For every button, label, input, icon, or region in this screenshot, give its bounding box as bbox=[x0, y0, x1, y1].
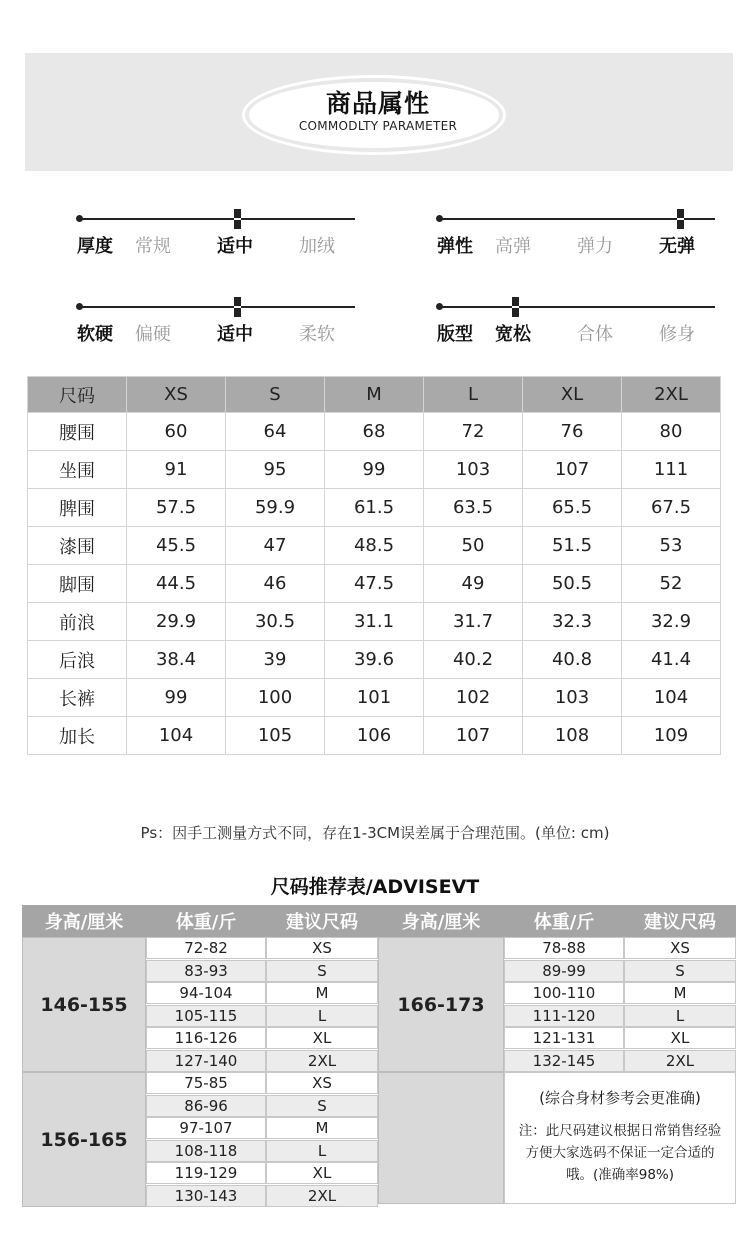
scale-marker bbox=[677, 209, 684, 229]
suggested-size-cell: 2XL bbox=[266, 1185, 378, 1207]
weight-cell: 105-115 bbox=[146, 1005, 266, 1027]
weight-cell: 111-120 bbox=[504, 1005, 624, 1027]
size-cell: 76 bbox=[523, 413, 622, 451]
recommend-title: 尺码推荐表/ADVISEVT bbox=[270, 876, 480, 898]
size-cell: 39 bbox=[226, 641, 325, 679]
size-cell: 60 bbox=[127, 413, 226, 451]
attribute-option: 高弹 bbox=[495, 236, 531, 257]
weight-cell: 100-110 bbox=[504, 982, 624, 1004]
size-cell: 50.5 bbox=[523, 565, 622, 603]
size-header-cell: S bbox=[226, 377, 325, 413]
attribute-scale bbox=[79, 206, 379, 256]
scale-start-dot bbox=[436, 303, 443, 310]
size-cell: 51.5 bbox=[523, 527, 622, 565]
size-cell: 107 bbox=[523, 451, 622, 489]
suggested-size-cell: M bbox=[624, 982, 736, 1004]
weight-cell: 130-143 bbox=[146, 1185, 266, 1207]
table-row bbox=[28, 603, 721, 641]
size-cell: 腰围 bbox=[28, 413, 127, 451]
recommend-header-cell: 建议尺码 bbox=[266, 905, 378, 937]
size-cell: 104 bbox=[622, 679, 721, 717]
size-cell: 101 bbox=[325, 679, 424, 717]
size-cell: 104 bbox=[127, 717, 226, 755]
size-cell: 67.5 bbox=[622, 489, 721, 527]
weight-cell: 132-145 bbox=[504, 1050, 624, 1072]
size-cell: 40.8 bbox=[523, 641, 622, 679]
recommend-header-cell: 建议尺码 bbox=[624, 905, 736, 937]
size-cell: 后浪 bbox=[28, 641, 127, 679]
weight-cell: 119-129 bbox=[146, 1162, 266, 1184]
size-cell: 漆围 bbox=[28, 527, 127, 565]
size-table-body bbox=[28, 413, 721, 755]
size-cell: 脚围 bbox=[28, 565, 127, 603]
suggested-size-cell: S bbox=[624, 960, 736, 982]
recommend-header-cell: 体重/斤 bbox=[146, 905, 266, 937]
size-header-cell: 2XL bbox=[622, 377, 721, 413]
suggested-size-cell: XL bbox=[266, 1027, 378, 1049]
height-group-cell: 166-173 bbox=[378, 937, 504, 1072]
recommend-note-title: (综合身材参考会更准确) bbox=[539, 1089, 701, 1107]
suggested-size-cell: 2XL bbox=[624, 1050, 736, 1072]
table-row bbox=[28, 413, 721, 451]
attribute-option: 弹力 bbox=[577, 236, 613, 257]
suggested-size-cell: L bbox=[624, 1005, 736, 1027]
attribute-option: 偏硬 bbox=[135, 324, 171, 345]
size-cell: 72 bbox=[424, 413, 523, 451]
suggested-size-cell: S bbox=[266, 1095, 378, 1117]
scale-start-dot bbox=[76, 215, 83, 222]
size-cell: 47.5 bbox=[325, 565, 424, 603]
size-cell: 32.9 bbox=[622, 603, 721, 641]
height-group-cell: 156-165 bbox=[22, 1072, 146, 1207]
size-cell: 50 bbox=[424, 527, 523, 565]
weight-cell: 72-82 bbox=[146, 937, 266, 959]
size-cell: 29.9 bbox=[127, 603, 226, 641]
suggested-size-cell: M bbox=[266, 982, 378, 1004]
size-cell: 108 bbox=[523, 717, 622, 755]
table-row bbox=[28, 451, 721, 489]
suggested-size-cell: L bbox=[266, 1140, 378, 1162]
suggested-size-cell: 2XL bbox=[266, 1050, 378, 1072]
size-table-header bbox=[28, 377, 721, 413]
weight-cell: 94-104 bbox=[146, 982, 266, 1004]
size-cell: 111 bbox=[622, 451, 721, 489]
size-cell: 31.1 bbox=[325, 603, 424, 641]
size-cell: 31.7 bbox=[424, 603, 523, 641]
scale-marker bbox=[512, 297, 519, 317]
size-cell: 30.5 bbox=[226, 603, 325, 641]
weight-cell: 75-85 bbox=[146, 1072, 266, 1094]
scale-marker bbox=[234, 297, 241, 317]
attribute-option: 合体 bbox=[577, 324, 613, 345]
attribute-name: 软硬 bbox=[77, 324, 113, 345]
size-cell: 80 bbox=[622, 413, 721, 451]
size-header-cell: XS bbox=[127, 377, 226, 413]
attribute-option: 常规 bbox=[135, 236, 171, 257]
attribute-name: 弹性 bbox=[437, 236, 473, 257]
attribute-option: 无弹 bbox=[659, 236, 695, 257]
size-cell: 65.5 bbox=[523, 489, 622, 527]
size-cell: 64 bbox=[226, 413, 325, 451]
recommend-header-cell: 身高/厘米 bbox=[378, 905, 504, 937]
size-cell: 57.5 bbox=[127, 489, 226, 527]
attribute-option: 修身 bbox=[659, 324, 695, 345]
weight-cell: 127-140 bbox=[146, 1050, 266, 1072]
size-cell: 40.2 bbox=[424, 641, 523, 679]
size-cell: 106 bbox=[325, 717, 424, 755]
suggested-size-cell: XS bbox=[266, 937, 378, 959]
weight-cell: 116-126 bbox=[146, 1027, 266, 1049]
size-cell: 99 bbox=[325, 451, 424, 489]
attribute-option: 加绒 bbox=[299, 236, 335, 257]
size-header-cell: XL bbox=[523, 377, 622, 413]
size-cell: 前浪 bbox=[28, 603, 127, 641]
attribute-scale bbox=[439, 206, 739, 256]
weight-cell: 86-96 bbox=[146, 1095, 266, 1117]
page-title: 商品属性 bbox=[325, 89, 430, 118]
attribute-option: 适中 bbox=[217, 324, 253, 345]
recommend-note-box bbox=[504, 1072, 736, 1204]
size-table bbox=[27, 376, 721, 755]
size-cell: 加长 bbox=[28, 717, 127, 755]
attribute-scale bbox=[79, 294, 379, 344]
page-subtitle: COMMODLTY PARAMETER bbox=[298, 119, 458, 133]
size-cell: 95 bbox=[226, 451, 325, 489]
size-cell: 39.6 bbox=[325, 641, 424, 679]
size-cell: 46 bbox=[226, 565, 325, 603]
table-row bbox=[28, 565, 721, 603]
size-cell: 99 bbox=[127, 679, 226, 717]
weight-cell: 121-131 bbox=[504, 1027, 624, 1049]
scale-start-dot bbox=[436, 215, 443, 222]
recommend-header-cell: 身高/厘米 bbox=[22, 905, 146, 937]
size-cell: 48.5 bbox=[325, 527, 424, 565]
scale-start-dot bbox=[76, 303, 83, 310]
size-cell: 长裤 bbox=[28, 679, 127, 717]
table-row bbox=[28, 489, 721, 527]
size-cell: 脾围 bbox=[28, 489, 127, 527]
suggested-size-cell: L bbox=[266, 1005, 378, 1027]
suggested-size-cell: XL bbox=[266, 1162, 378, 1184]
size-cell: 105 bbox=[226, 717, 325, 755]
size-cell: 41.4 bbox=[622, 641, 721, 679]
scale-line bbox=[439, 306, 715, 308]
recommend-header-cell: 体重/斤 bbox=[504, 905, 624, 937]
size-cell: 109 bbox=[622, 717, 721, 755]
size-cell: 100 bbox=[226, 679, 325, 717]
scale-line bbox=[439, 218, 715, 220]
size-cell: 45.5 bbox=[127, 527, 226, 565]
height-group-cell: 146-155 bbox=[22, 937, 146, 1072]
weight-cell: 97-107 bbox=[146, 1117, 266, 1139]
size-cell: 49 bbox=[424, 565, 523, 603]
table-row bbox=[28, 679, 721, 717]
size-cell: 103 bbox=[523, 679, 622, 717]
scale-line bbox=[79, 218, 355, 220]
measurement-note: Ps：因手工测量方式不同，存在1-3CM误差属于合理范围。(单位: cm) bbox=[140, 824, 610, 842]
size-cell: 61.5 bbox=[325, 489, 424, 527]
size-cell: 52 bbox=[622, 565, 721, 603]
attribute-option: 适中 bbox=[217, 236, 253, 257]
attribute-name: 厚度 bbox=[77, 236, 113, 257]
size-cell: 63.5 bbox=[424, 489, 523, 527]
size-cell: 坐围 bbox=[28, 451, 127, 489]
weight-cell: 78-88 bbox=[504, 937, 624, 959]
size-cell: 102 bbox=[424, 679, 523, 717]
scale-marker bbox=[234, 209, 241, 229]
attribute-option: 宽松 bbox=[495, 324, 531, 345]
recommend-filler bbox=[378, 1072, 504, 1204]
size-cell: 44.5 bbox=[127, 565, 226, 603]
size-cell: 103 bbox=[424, 451, 523, 489]
attribute-name: 版型 bbox=[437, 324, 473, 345]
attribute-option: 柔软 bbox=[299, 324, 335, 345]
size-cell: 32.3 bbox=[523, 603, 622, 641]
size-header-cell: M bbox=[325, 377, 424, 413]
attribute-scale bbox=[439, 294, 739, 344]
weight-cell: 89-99 bbox=[504, 960, 624, 982]
suggested-size-cell: M bbox=[266, 1117, 378, 1139]
size-cell: 59.9 bbox=[226, 489, 325, 527]
size-header-cell: L bbox=[424, 377, 523, 413]
scale-line bbox=[79, 306, 355, 308]
size-cell: 107 bbox=[424, 717, 523, 755]
size-cell: 47 bbox=[226, 527, 325, 565]
suggested-size-cell: XS bbox=[624, 937, 736, 959]
weight-cell: 108-118 bbox=[146, 1140, 266, 1162]
size-cell: 53 bbox=[622, 527, 721, 565]
weight-cell: 83-93 bbox=[146, 960, 266, 982]
size-recommend-table bbox=[22, 905, 736, 1204]
size-cell: 68 bbox=[325, 413, 424, 451]
table-row bbox=[28, 717, 721, 755]
size-cell: 91 bbox=[127, 451, 226, 489]
suggested-size-cell: S bbox=[266, 960, 378, 982]
recommend-note-body: 注：此尺码建议根据日常销售经验方便大家选码不保证一定合适的哦。(准确率98%) bbox=[518, 1123, 722, 1183]
size-cell: 38.4 bbox=[127, 641, 226, 679]
suggested-size-cell: XS bbox=[266, 1072, 378, 1094]
table-row bbox=[28, 641, 721, 679]
size-header-cell: 尺码 bbox=[28, 377, 127, 413]
table-row bbox=[28, 527, 721, 565]
suggested-size-cell: XL bbox=[624, 1027, 736, 1049]
